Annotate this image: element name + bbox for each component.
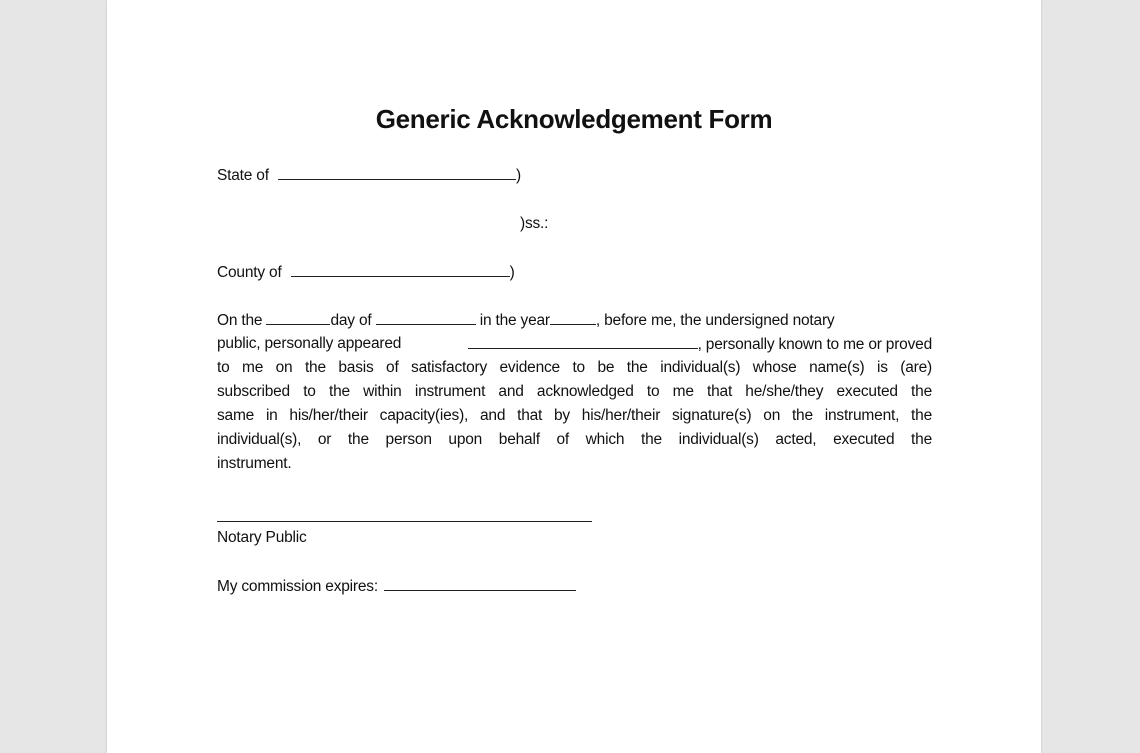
notary-signature-line[interactable] [217,521,592,522]
document-title: Generic Acknowledgement Form [375,104,773,134]
month-field[interactable] [376,310,476,325]
text: day of [330,312,372,329]
text: subscribed to the within instrument and acknowledged to me that he/she/they executed the [217,383,932,400]
text: , personally known to me or proved [697,336,932,353]
paren: ) [509,264,515,281]
document-page [107,0,1041,753]
text: to me on the basis of satisfactory evidence to be the individual(s) whose name(s) is (are) [217,359,932,376]
county-field[interactable] [291,262,510,277]
year-field[interactable] [550,310,596,325]
text: public, personally appeared [217,335,402,352]
text: individual(s), or the person upon behalf of which the individual(s) acted, executed the [217,431,932,448]
county-line [217,262,515,283]
state-line [217,165,521,186]
text: On the [217,312,263,329]
text: same in his/her/their capacity(ies), and that by his/her/their signature(s) on the instrument, the [217,407,932,424]
appeared-name-field[interactable] [468,334,698,349]
county-label: County of [217,264,282,281]
text: instrument. [217,455,292,472]
commission-line [217,576,576,597]
text: , before me, the undersigned notary [595,312,835,329]
state-field[interactable] [278,165,516,180]
acknowledgement-paragraph [217,310,932,478]
day-field[interactable] [266,310,330,325]
paren: ) [515,167,521,184]
ss-mark: )ss.: [520,215,549,232]
state-label: State of [217,167,269,184]
commission-label: My commission expires: [217,578,378,595]
commission-date-field[interactable] [384,576,576,591]
notary-label: Notary Public [217,529,307,546]
text: in the year [479,312,550,329]
